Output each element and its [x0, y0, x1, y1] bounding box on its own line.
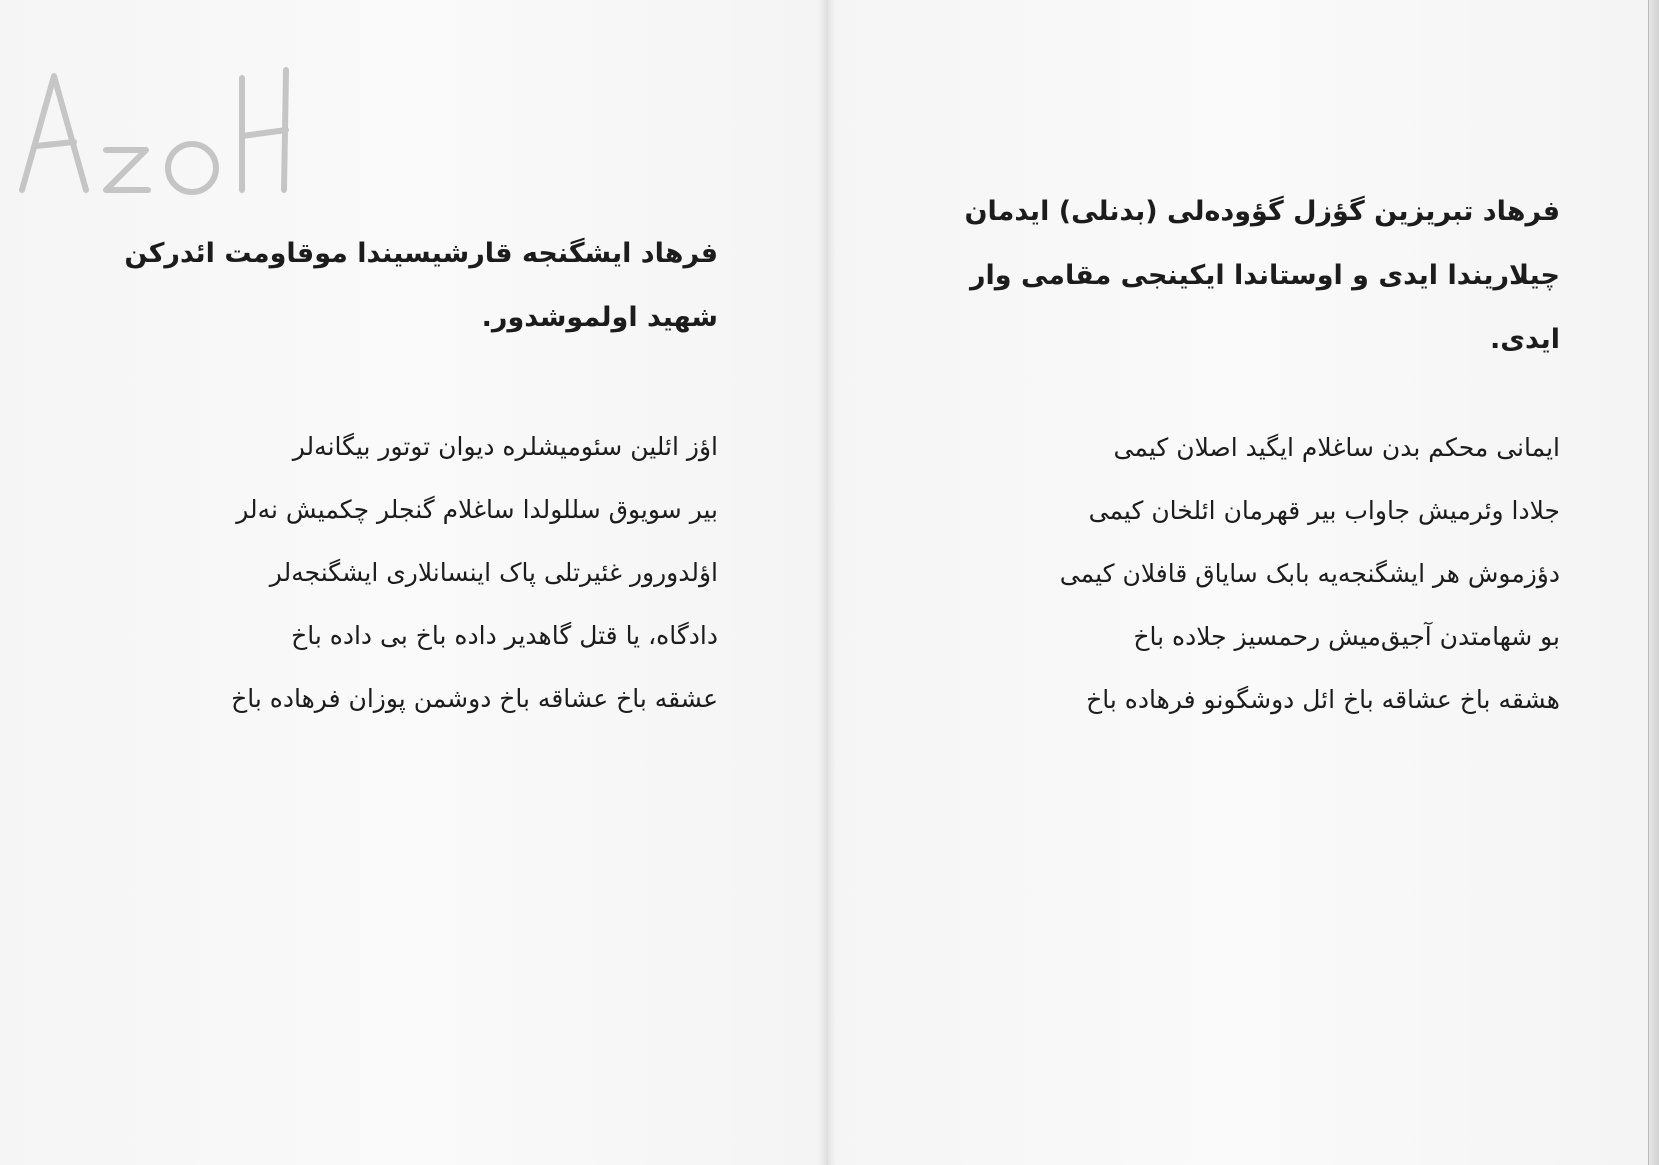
watermark-logo [14, 58, 314, 208]
left-page-verse [90, 415, 718, 730]
verse-line: اؤلدورور غئیرتلی پاک اینسانلاری ایشگنجه‌لر [269, 558, 718, 587]
verse-line: دؤزموش هر ایشگنجه‌یه بابک سایاق قافلان کیمی [1059, 559, 1560, 588]
book-gutter [818, 0, 836, 1165]
verse-line: جلادا وئرمیش جاواب بیر قهرمان ائلخان کیمی [1088, 496, 1560, 525]
verse-line: بیر سویوق سللولدا ساغلام گنجلر چکمیش نه‌لر [236, 495, 718, 524]
verse-line: هشقه باخ عشاقه باخ ائل دوشگونو فرهاده باخ [1086, 685, 1560, 714]
verse-line: دادگاه، یا قتل گاهدیر داده باخ بی داده باخ [291, 621, 718, 650]
page-edge [1648, 0, 1659, 1165]
verse-line: عشقه باخ عشاقه باخ دوشمن پوزان فرهاده باخ [231, 684, 718, 713]
left-heading-text: فرهاد ایشگنجه قارشیسیندا موقاومت ائدرکن شهید اولموشدور. [124, 238, 718, 333]
verse-line: اؤز ائلین سئومیشلره دیوان توتور بیگانه‌لر [292, 432, 718, 461]
right-heading-text: فرهاد تبریزین گؤزل گؤوده‌لی (بدنلی) ایدمان چیلاریندا ایدی و اوستاندا ایکینجی مقامی وار ایدی. [964, 196, 1560, 355]
left-page-heading [90, 222, 718, 350]
verse-line: ایمانی محکم بدن ساغلام ایگید اصلان کیمی [1113, 433, 1560, 462]
verse-line: بو شهامتدن آجیق‌میش رحمسیز جلاده باخ [1133, 622, 1560, 651]
right-page-heading [920, 180, 1560, 372]
right-page-verse [920, 416, 1560, 731]
